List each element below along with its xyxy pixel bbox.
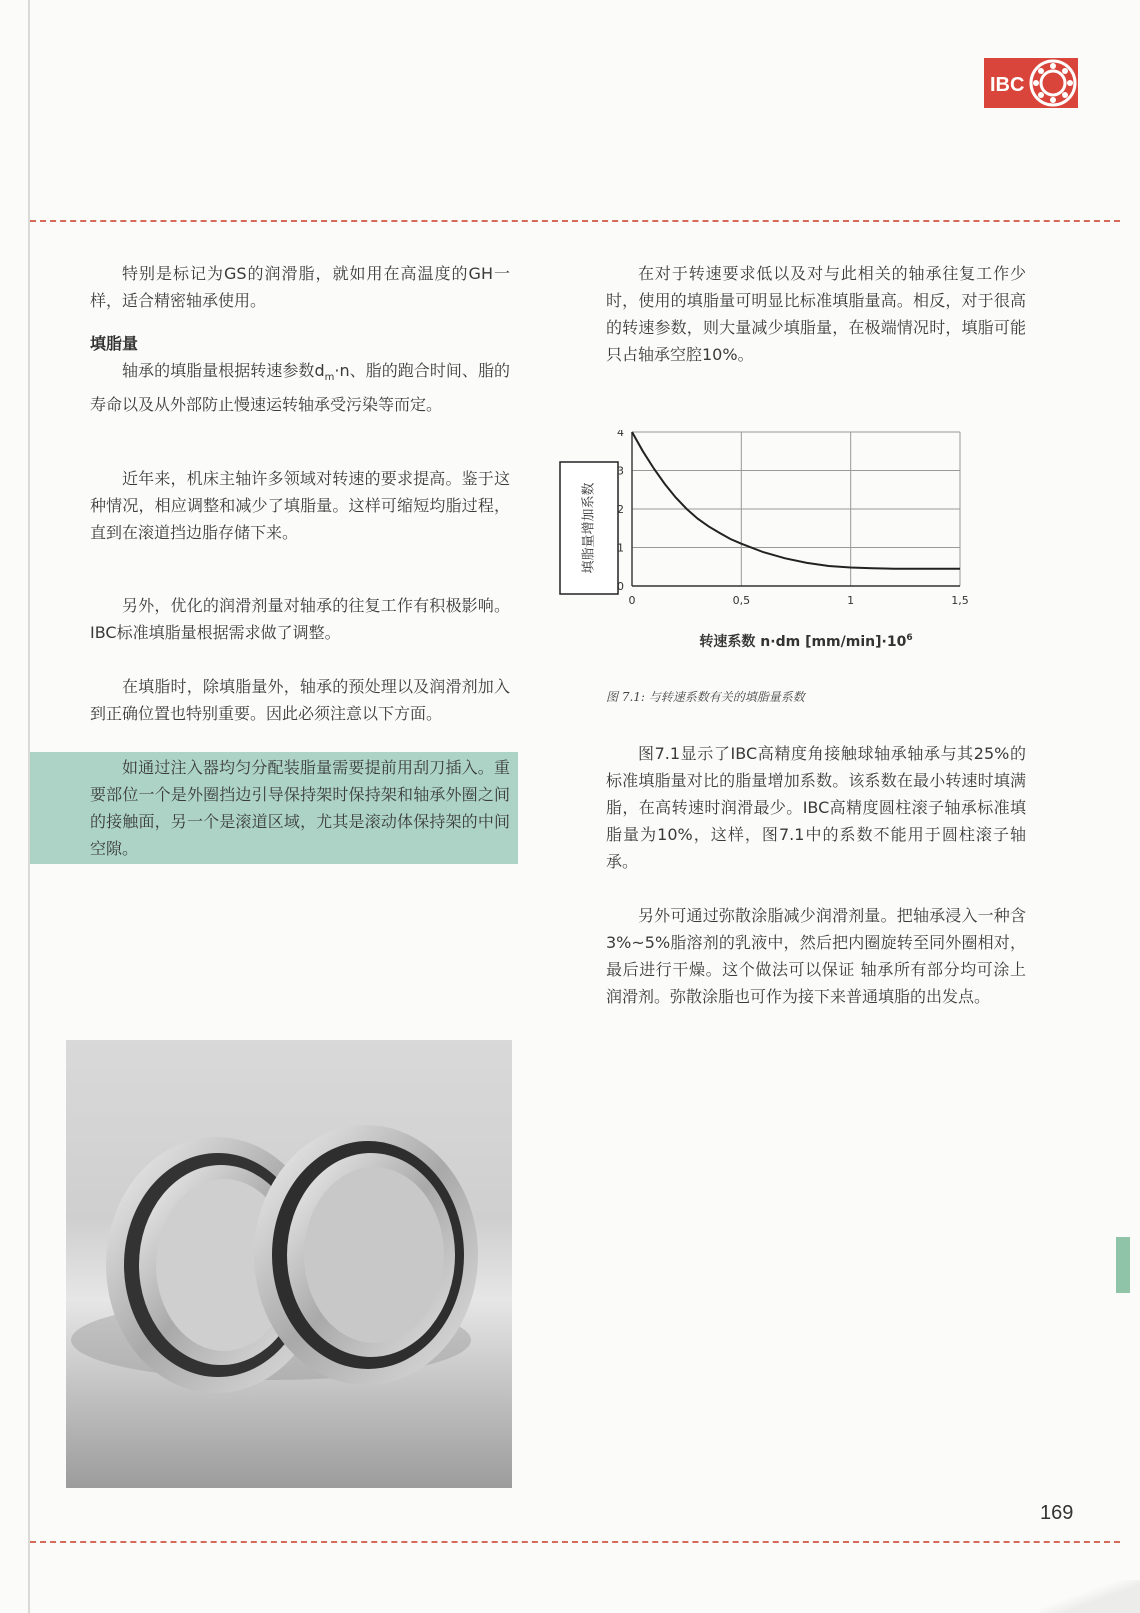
x-tick-label: 1 bbox=[847, 594, 855, 607]
left-paragraph-5: 在填脂时，除填脂量外，轴承的预处理以及润滑剂加入到正确位置也特别重要。因此必须注意以下方面。 bbox=[90, 677, 510, 723]
figure-caption: 图 7.1: 与转速系数有关的填脂量系数 bbox=[606, 690, 805, 704]
y-tick-label: 3 bbox=[617, 464, 624, 478]
left-section bbox=[90, 330, 510, 418]
left-paragraph-4: 另外，优化的润滑剂量对轴承的往复工作有积极影响。IBC标准填脂量根据需求做了调整。 bbox=[90, 596, 510, 642]
left-block-6 bbox=[90, 754, 510, 862]
p2-post: ·n、脂的跑合时间、脂的寿命以及从外部防止慢速运转轴承受污染等而定。 bbox=[90, 361, 510, 415]
section-heading: 填脂量 bbox=[90, 334, 139, 353]
x-tick-label: 0,5 bbox=[732, 594, 751, 607]
bearing-right bbox=[254, 1125, 478, 1385]
left-paragraph-3: 近年来，机床主轴许多领域对转速的要求提高。鉴于这种情况，相应调整和减少了填脂量。这样可缩短均脂过程，直到在滚道挡边脂存储下来。 bbox=[90, 469, 510, 542]
x-axis-label bbox=[699, 633, 912, 650]
right-paragraph-1: 在对于转速要求低以及对与此相关的轴承往复工作少时，使用的填脂量可明显比标准填脂量高。相反，对于很高的转速参数，则大量减少填脂量，在极端情况时，填脂可能只占轴承空腔10%。 bbox=[606, 264, 1026, 364]
right-block-3 bbox=[606, 902, 1026, 1010]
grease-factor-chart bbox=[556, 430, 1006, 660]
x-axis-label-text: 转速系数 n·dm [mm/min]·10 bbox=[699, 634, 907, 650]
right-block-1 bbox=[606, 260, 1026, 368]
x-axis-label-sup: 6 bbox=[906, 633, 913, 643]
left-paragraph-6: 如通过注入器均匀分配装脂量需要提前用刮刀插入。重要部位一个是外圈挡边引导保持架时保持架和轴承外圈之间的接触面，另一个是滚道区域，尤其是滚动体保持架的中间空隙。 bbox=[90, 758, 510, 858]
y-tick-label: 0 bbox=[617, 580, 624, 593]
left-block-3 bbox=[90, 465, 510, 546]
y-axis-label: 填脂量增加系数 bbox=[581, 482, 597, 574]
ibc-logo bbox=[984, 58, 1078, 108]
p2-sub: m bbox=[324, 372, 335, 384]
x-tick-label: 0 bbox=[628, 594, 636, 607]
y-tick-label: 2 bbox=[617, 503, 624, 516]
left-block-5 bbox=[90, 673, 510, 727]
y-tick-label: 4 bbox=[617, 430, 624, 439]
side-tab-marker bbox=[1116, 1237, 1130, 1293]
p2-pre: 轴承的填脂量根据转速参数d bbox=[122, 361, 325, 380]
right-paragraph-2: 图7.1显示了IBC高精度角接触球轴承轴承与其25%的标准填脂量对比的脂量增加系数。该系数在最小转速时填满脂，在高转速时润滑最少。IBC高精度圆柱滚子轴承标准填脂量为10%，这样，图7.1中的系数不能用于圆柱滚子轴承。 bbox=[606, 744, 1026, 871]
left-paragraph-1: 特别是标记为GS的润滑脂，就如用在高温度的GH一样，适合精密轴承使用。 bbox=[90, 264, 510, 310]
left-block-4 bbox=[90, 592, 510, 646]
page-number: 169 bbox=[1040, 1502, 1074, 1524]
top-dashed-divider bbox=[30, 220, 1120, 222]
right-block-2 bbox=[606, 740, 1026, 875]
x-tick-label: 1,5 bbox=[951, 594, 969, 607]
right-paragraph-3: 另外可通过弥散涂脂减少润滑剂量。把轴承浸入一种含3%~5%脂溶剂的乳液中，然后把内圈旋转至同外圈相对，最后进行干燥。这个做法可以保证 轴承所有部分均可涂上润滑剂。弥散涂脂也可作为接下来普通填脂的出发点。 bbox=[606, 906, 1026, 1006]
logo-text: IBC bbox=[990, 74, 1025, 96]
y-tick-label: 1 bbox=[617, 541, 624, 555]
bearings-photo bbox=[66, 1040, 512, 1488]
chart-svg bbox=[556, 430, 1006, 660]
left-column bbox=[90, 260, 510, 314]
bottom-dashed-divider bbox=[30, 1541, 1120, 1543]
left-paragraph-2 bbox=[90, 357, 510, 418]
page-corner bbox=[1040, 1580, 1140, 1613]
series-line bbox=[632, 432, 960, 569]
